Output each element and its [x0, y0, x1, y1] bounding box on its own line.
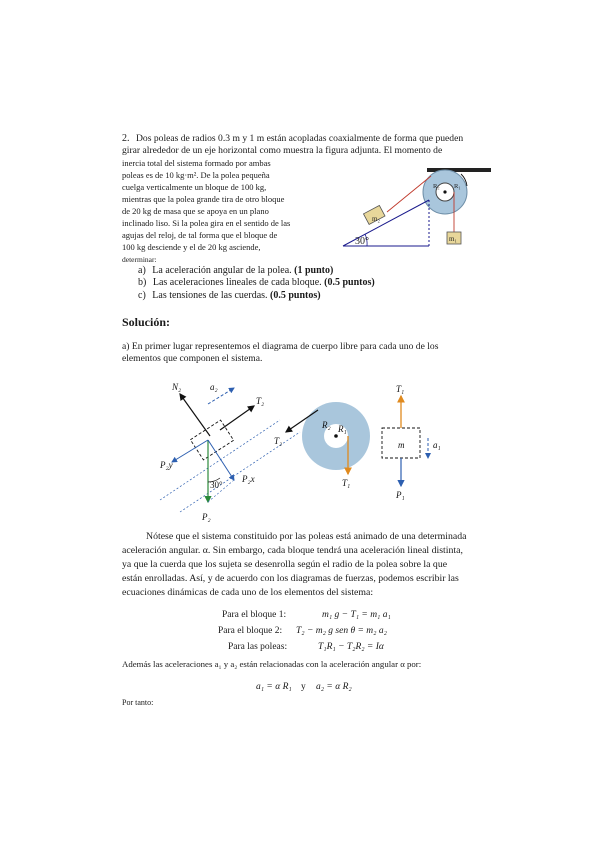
pulley-axis: [443, 190, 446, 193]
fbd-pulley-axis: [334, 434, 338, 438]
figure-m1-label: m₁: [449, 235, 457, 243]
figure-m2-label: m₂: [372, 215, 380, 223]
fbd-a2-label: a₂: [210, 382, 218, 392]
solution-intro-line: a) En primer lugar representemos el diagrama de cuerpo libre para cada uno de los: [122, 341, 439, 352]
problem-line: inclinado liso. Si la polea gira en el sentido de las: [122, 218, 291, 228]
figure-angle-label: 30°: [355, 236, 369, 247]
fbd-a1-label: a₁: [433, 440, 441, 450]
problem-line: inercia total del sistema formado por ambas: [122, 158, 271, 168]
question-text: Las tensiones de las cuerdas.: [152, 290, 268, 301]
question-letter: b): [138, 277, 147, 288]
figure-r2-label: R₂: [433, 183, 440, 190]
problem-line: girar alrededor de un eje horizontal como muestra la figura adjunta. El momento de: [122, 145, 443, 156]
equation-block1-label: Para el bloque 1:: [222, 610, 287, 620]
conclusion-text: Por tanto:: [122, 698, 154, 707]
solution-heading: Solución:: [122, 315, 171, 329]
solution-paragraph-line: aceleración angular. α. Sin embargo, cada bloque tendrá una aceleración lineal distinta,: [122, 545, 463, 556]
solution-paragraph-line: están enrolladas. Así, y de acuerdo con los diagramas de fuerzas, podemos escribir las: [122, 573, 459, 584]
question-letter: a): [138, 265, 146, 276]
fbd-t1-pulley-label: T₁: [342, 478, 351, 488]
figure-r1-label: R₁: [454, 183, 461, 190]
problem-line: poleas es de 10 kg·m². De la polea pequeña: [122, 170, 270, 180]
n2-arrow: [180, 394, 210, 436]
solution-paragraph-line: Nótese que el sistema constituido por las poleas está animado de una determinada: [146, 531, 467, 542]
question-c: [138, 290, 321, 301]
question-letter: c): [138, 290, 146, 301]
question-b: [138, 277, 375, 288]
pulley-incline-figure: [335, 160, 495, 252]
fbd-p2x-label: P₂x: [242, 474, 255, 484]
solution-paragraph-line: ecuaciones dinámicas de cada uno de los elementos del sistema:: [122, 587, 374, 598]
fbd-t1-block-label: T₁: [396, 384, 405, 394]
question-points: (0.5 puntos): [324, 277, 375, 288]
question-points: (1 punto): [294, 265, 334, 276]
problem-line: determinar:: [122, 255, 157, 264]
pulley-fbd: [274, 402, 370, 488]
question-text: La aceleración angular de la polea.: [152, 265, 292, 276]
fbd-n2-label: N₂: [172, 382, 182, 392]
fbd-p1-label: P₁: [396, 490, 405, 500]
problem-line: agujas del reloj, de tal forma que el bloque de: [122, 230, 278, 240]
fbd-angle-label: 30°: [210, 480, 223, 490]
problem-number: 2.: [122, 133, 130, 144]
problem-line: Dos poleas de radios 0.3 m y 1 m están acopladas coaxialmente de forma que pueden: [136, 133, 464, 144]
problem-line: cuelga verticalmente un bloque de 100 kg,: [122, 182, 267, 192]
free-body-diagrams: [150, 378, 450, 526]
t2-block-arrow: [220, 406, 254, 430]
block1-fbd: [382, 384, 441, 500]
fbd-p2-label: P₂: [202, 512, 211, 522]
question-points: (0.5 puntos): [270, 290, 321, 301]
equation-pulleys: T₁R₁ − T₂R₂ = Iα: [318, 642, 384, 652]
relation-text: Además las aceleraciones a₁ y a₂ están relacionadas con la aceleración angular α por:: [122, 659, 422, 669]
fbd-p2y-label: P₂y: [160, 460, 173, 470]
equation-block2-label: Para el bloque 2:: [218, 626, 283, 636]
problem-line: de 20 kg de masa que se apoya en un plano: [122, 206, 269, 216]
relation-a1: a₁ = α R₁: [256, 682, 292, 692]
equation-block1: m₁ g − T₁ = m₁ a₁: [322, 610, 391, 620]
solution-intro-line: elementos que componen el sistema.: [122, 353, 263, 364]
question-a: [138, 265, 333, 276]
p2y-arrow: [208, 440, 234, 480]
fbd-r1-label: R₁: [338, 424, 347, 434]
question-text: Las aceleraciones lineales de cada bloque.: [152, 277, 322, 288]
equation-pulleys-label: Para las poleas:: [228, 642, 288, 652]
block2-fbd: [159, 382, 300, 522]
relation-a2: a₂ = α R₂: [316, 682, 352, 692]
fbd-r2-label: R₂: [322, 420, 331, 430]
fbd-m-label: m: [398, 440, 405, 450]
problem-line: mientras que la polea grande tira de otro bloque: [122, 194, 285, 204]
equation-block2: T₂ − m₂ g sen θ = m₂ a₂: [296, 626, 387, 636]
relation-separator: y: [301, 682, 306, 692]
problem-line: 100 kg desciende y el de 20 kg asciende,: [122, 242, 261, 252]
solution-paragraph-line: ya que la cuerda que los sujeta se desenrolla según el radio de la polea sobre la que: [122, 559, 448, 570]
fbd-t2-pulley-label: T₂: [274, 436, 283, 446]
fbd-t2-block-label: T₂: [256, 396, 265, 406]
